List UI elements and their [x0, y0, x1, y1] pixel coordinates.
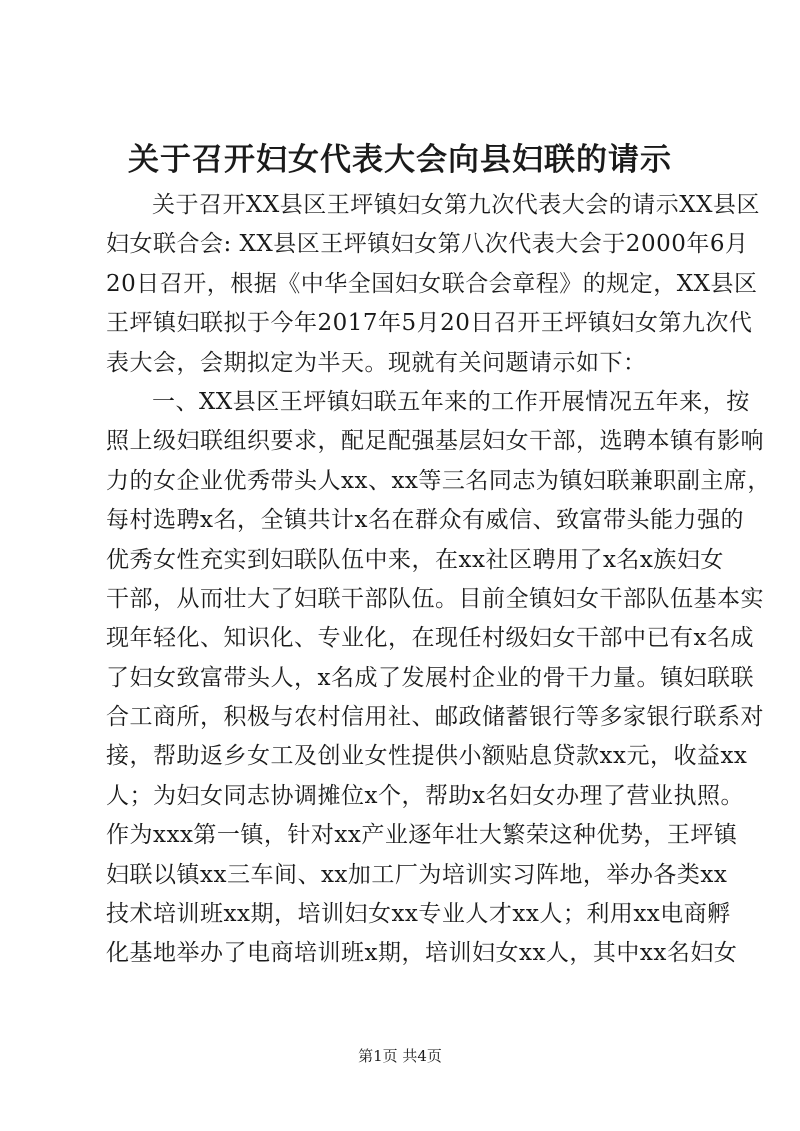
document-title: 关于召开妇女代表大会向县妇联的请示 — [128, 142, 672, 178]
body-line: 20日召开，根据《中华全国妇女联合会章程》的规定，XX县区 — [106, 270, 758, 297]
body-line: 力的女企业优秀带头人xx、xx等三名同志为镇妇联兼职副主席， — [106, 467, 771, 494]
body-line: 表大会，会期拟定为半天。现就有关问题请示如下： — [106, 349, 647, 376]
body-line: 接，帮助返乡女工及创业女性提供小额贴息贷款xx元，收益xx — [106, 743, 748, 770]
body-line: 了妇女致富带头人，x名成了发展村企业的骨干力量。镇妇联联 — [106, 664, 754, 691]
body-line: 优秀女性充实到妇联队伍中来，在xx社区聘用了x名x族妇女 — [106, 546, 724, 573]
page-number-footer: 第1页 共4页 — [358, 1047, 442, 1065]
body-line: 一、XX县区王坪镇妇联五年来的工作开展情况五年来，按 — [152, 388, 750, 415]
body-line: 关于召开XX县区王坪镇妇女第九次代表大会的请示XX县区 — [152, 192, 760, 218]
body-line: 干部，从而壮大了妇联干部队伍。目前全镇妇女干部队伍基本实 — [106, 585, 764, 612]
body-line: 妇联以镇xx三车间、xx加工厂为培训实习阵地，举办各类xx — [106, 861, 728, 888]
body-line: 照上级妇联组织要求，配足配强基层妇女干部，选聘本镇有影响 — [106, 428, 764, 455]
body-line: 作为xxx第一镇，针对xx产业逐年壮大繁荣这种优势，王坪镇 — [106, 822, 738, 849]
body-line: 人；为妇女同志协调摊位x个，帮助x名妇女办理了营业执照。 — [106, 782, 744, 809]
body-line: 技术培训班xx期，培训妇女xx专业人才xx人；利用xx电商孵 — [106, 901, 731, 928]
body-line: 化基地举办了电商培训班x期，培训妇女xx人，其中xx名妇女 — [106, 940, 738, 967]
document-body — [106, 186, 771, 974]
body-line: 妇女联合会: XX县区王坪镇妇女第八次代表大会于2000年6月 — [106, 231, 749, 258]
body-line: 王坪镇妇联拟于今年2017年5月20日召开王坪镇妇女第九次代 — [106, 310, 753, 337]
body-line: 每村选聘x名，全镇共计x名在群众有威信、致富带头能力强的 — [106, 507, 744, 534]
body-line: 现年轻化、知识化、专业化，在现任村级妇女干部中已有x名成 — [106, 625, 754, 652]
body-line: 合工商所，积极与农村信用社、邮政储蓄银行等多家银行联系对 — [106, 704, 764, 731]
